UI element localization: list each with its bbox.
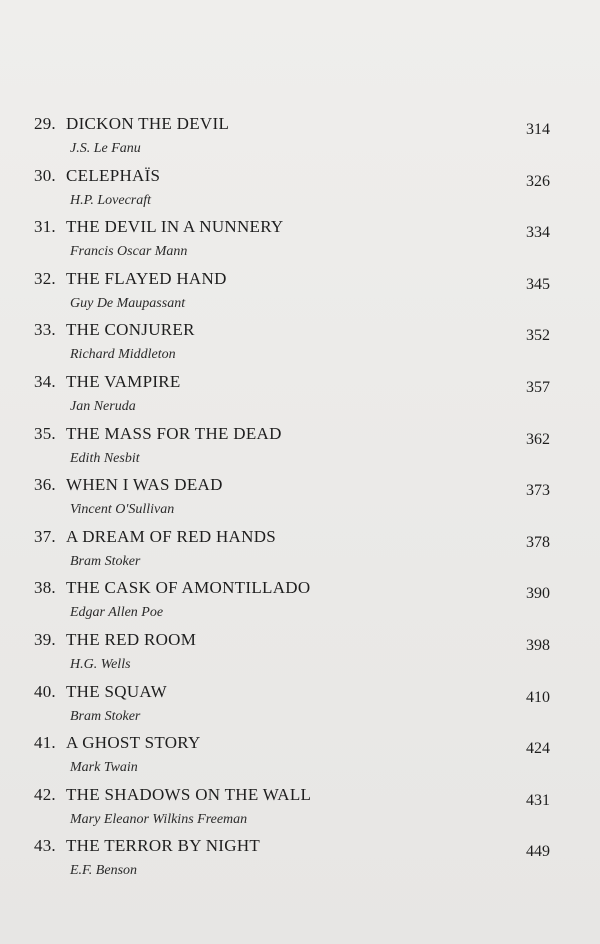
author-name: Edith Nesbit xyxy=(70,450,140,466)
toc-entry-row xyxy=(34,217,550,243)
page-number: 345 xyxy=(526,275,550,293)
entry-number: 38. xyxy=(34,578,56,598)
page-number: 362 xyxy=(526,430,550,448)
toc-entry-row xyxy=(34,733,550,759)
author-name: Vincent O'Sullivan xyxy=(70,502,175,518)
toc-entry xyxy=(34,114,550,166)
toc-entry xyxy=(34,475,550,527)
toc-entry-row xyxy=(34,269,550,295)
author-name: H.P. Lovecraft xyxy=(70,192,152,208)
author-name: J.S. Le Fanu xyxy=(70,141,141,156)
toc-entry xyxy=(34,166,550,218)
story-title: THE TERROR BY NIGHT xyxy=(66,836,261,856)
page-number: 352 xyxy=(526,327,550,345)
author-name: E.F. Benson xyxy=(70,863,138,879)
entry-number: 29. xyxy=(34,114,56,133)
entry-number: 42. xyxy=(34,784,56,804)
story-title: A DREAM OF RED HANDS xyxy=(66,526,277,546)
page-number: 390 xyxy=(526,585,550,603)
table-of-contents xyxy=(34,114,550,888)
author-name: Mary Eleanor Wilkins Freeman xyxy=(70,811,248,827)
toc-entry-row xyxy=(34,166,550,192)
entry-number: 31. xyxy=(34,217,56,237)
toc-entry xyxy=(34,320,550,372)
page-number: 398 xyxy=(526,636,550,654)
toc-entry xyxy=(34,630,550,682)
toc-entry-row xyxy=(34,630,550,656)
toc-entry xyxy=(34,785,550,837)
entry-number: 33. xyxy=(34,320,56,340)
author-name: Bram Stoker xyxy=(70,553,141,569)
entry-number: 35. xyxy=(34,423,56,443)
toc-entry-row xyxy=(34,527,550,553)
toc-entry xyxy=(34,424,550,476)
toc-entry xyxy=(34,682,550,734)
toc-entry-row xyxy=(34,475,550,501)
page-number: 378 xyxy=(526,533,550,551)
entry-number: 39. xyxy=(34,629,56,649)
author-name: Richard Middleton xyxy=(70,347,176,363)
toc-entry-row xyxy=(34,578,550,604)
toc-entry xyxy=(34,372,550,424)
story-title: CELEPHAÏS xyxy=(66,165,161,185)
story-title: THE RED ROOM xyxy=(66,629,197,649)
page-number: 431 xyxy=(526,791,550,809)
toc-entry xyxy=(34,217,550,269)
toc-entry-row xyxy=(34,320,550,346)
author-name: Edgar Allen Poe xyxy=(70,605,164,621)
story-title: A GHOST STORY xyxy=(66,733,201,753)
page-number: 357 xyxy=(526,378,550,396)
toc-entry-row xyxy=(34,785,550,811)
page-number: 326 xyxy=(526,172,550,190)
story-title: THE CASK OF AMONTILLADO xyxy=(66,578,311,598)
story-title: THE SQUAW xyxy=(66,681,167,701)
page-number: 334 xyxy=(526,224,550,242)
story-title: WHEN I WAS DEAD xyxy=(66,475,223,495)
entry-number: 30. xyxy=(34,165,56,185)
author-name: H.G. Wells xyxy=(70,656,131,672)
entry-number: 41. xyxy=(34,733,56,753)
story-title: DICKON THE DEVIL xyxy=(66,114,230,133)
page-number: 449 xyxy=(526,843,550,861)
author-name: Bram Stoker xyxy=(70,708,141,724)
entry-number: 40. xyxy=(34,681,56,701)
toc-entry xyxy=(34,269,550,321)
page-number: 424 xyxy=(526,740,550,758)
toc-entry xyxy=(34,733,550,785)
entry-number: 34. xyxy=(34,371,56,391)
toc-entry-row xyxy=(34,836,550,862)
author-name: Francis Oscar Mann xyxy=(70,244,188,260)
author-name: Mark Twain xyxy=(70,760,138,776)
story-title: THE FLAYED HAND xyxy=(66,268,227,288)
entry-number: 37. xyxy=(34,526,56,546)
entry-number: 32. xyxy=(34,268,56,288)
toc-entry xyxy=(34,578,550,630)
toc-entry-row xyxy=(34,372,550,398)
story-title: THE CONJURER xyxy=(66,320,195,340)
toc-entry-row xyxy=(34,424,550,450)
story-title: THE VAMPIRE xyxy=(66,371,181,391)
story-title: THE MASS FOR THE DEAD xyxy=(66,423,282,443)
toc-entry xyxy=(34,836,550,888)
toc-entry-row xyxy=(34,682,550,708)
author-name: Guy De Maupassant xyxy=(70,295,186,311)
entry-number: 43. xyxy=(34,836,56,856)
page-number: 373 xyxy=(526,482,550,500)
toc-entry-row xyxy=(34,114,550,140)
entry-number: 36. xyxy=(34,475,56,495)
author-name: Jan Neruda xyxy=(70,398,136,414)
page-number: 410 xyxy=(526,688,550,706)
toc-entry xyxy=(34,527,550,579)
story-title: THE SHADOWS ON THE WALL xyxy=(66,784,312,804)
page-number: 314 xyxy=(526,121,550,138)
story-title: THE DEVIL IN A NUNNERY xyxy=(66,217,284,237)
